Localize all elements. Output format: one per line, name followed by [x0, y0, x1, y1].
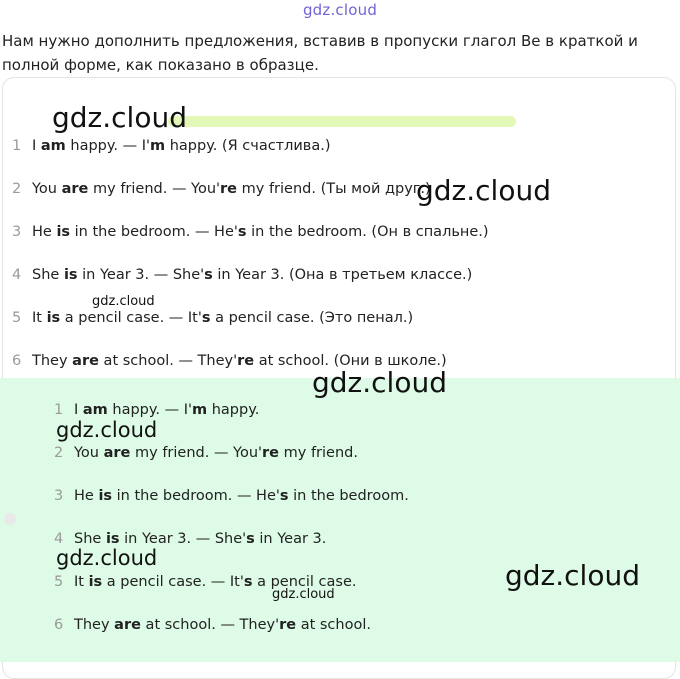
task-instructions: Нам нужно дополнить предложения, вставив в пропуски глагол Be в краткой и полной форме, как показано в образце. [2, 32, 638, 74]
text-part: a pencil case. — It' [102, 574, 244, 590]
text-part: You [32, 181, 62, 197]
verb-full: am [40, 138, 66, 154]
line-number: 3 [54, 488, 64, 504]
line-number: 2 [12, 181, 22, 197]
verb-short: s [237, 224, 247, 240]
watermark-overlay: gdz.cloud [56, 418, 158, 442]
example-line-1 [12, 138, 331, 154]
line-number: 2 [54, 445, 64, 461]
line-number: 1 [54, 402, 64, 418]
watermark-overlay: gdz.cloud [272, 587, 335, 602]
verb-full: is [88, 574, 103, 590]
text-part: in Year 3. — She' [77, 267, 205, 283]
verb-full: are [103, 445, 131, 461]
text-part: It [32, 310, 47, 326]
watermark-overlay: gdz.cloud [56, 546, 158, 570]
text-part: They [32, 353, 73, 369]
line-number: 5 [54, 574, 64, 590]
line-number: 4 [12, 267, 22, 283]
text-part: She [74, 531, 106, 547]
verb-short: s [246, 531, 255, 547]
line-number: 6 [12, 353, 22, 369]
watermark-overlay: gdz.cloud [92, 294, 155, 309]
text-part: my friend. — You' [88, 181, 221, 197]
text-part: my friend. (Ты мой друг.) [237, 181, 431, 197]
text-part: They [74, 617, 115, 633]
text-part: a pencil case. [252, 574, 357, 590]
answer-line-3 [54, 488, 409, 504]
verb-short: s [201, 310, 211, 326]
text-part: my friend. — You' [130, 445, 263, 461]
line-number: 5 [12, 310, 22, 326]
verb-short: s [204, 267, 213, 283]
play-icon[interactable] [4, 513, 16, 525]
text-part: in the bedroom. [288, 488, 409, 504]
example-line-3 [12, 224, 489, 240]
text-part: in Year 3. [254, 531, 327, 547]
verb-full: are [72, 353, 99, 369]
watermark-overlay: gdz.cloud [312, 366, 447, 399]
verb-short: re [279, 617, 297, 633]
verb-short: m [150, 138, 166, 154]
text-part: He [32, 224, 57, 240]
verb-full: is [46, 310, 61, 326]
text-part: a pencil case. — It' [60, 310, 202, 326]
verb-full: is [98, 488, 113, 504]
answer-line-2 [54, 445, 358, 461]
line-number: 3 [12, 224, 22, 240]
top-watermark: gdz.cloud [302, 1, 378, 19]
watermark-overlay: gdz.cloud [505, 559, 640, 592]
text-part: happy. (Я счастлива.) [165, 138, 331, 154]
answer-line-1 [54, 402, 259, 418]
text-part: It [74, 574, 89, 590]
line-number: 1 [12, 138, 22, 154]
example-line-5 [12, 310, 413, 326]
verb-short: m [192, 402, 208, 418]
text-part: I [74, 402, 83, 418]
text-part: in Year 3. — She' [119, 531, 247, 547]
verb-full: am [82, 402, 108, 418]
text-part: in Year 3. (Она в третьем классе.) [212, 267, 473, 283]
highlight-bar [168, 116, 516, 127]
verb-full: are [114, 617, 141, 633]
text-part: at school. — They' [140, 617, 280, 633]
watermark-overlay: gdz.cloud [416, 174, 551, 207]
answer-line-4 [54, 531, 326, 547]
text-part: in the bedroom. — He' [112, 488, 280, 504]
watermark-overlay: gdz.cloud [52, 101, 187, 134]
verb-full: is [105, 531, 120, 547]
verb-full: is [56, 224, 71, 240]
verb-short: s [279, 488, 289, 504]
verb-short: s [243, 574, 253, 590]
text-part: at school. [296, 617, 371, 633]
text-part: in the bedroom. — He' [70, 224, 238, 240]
text-part: in the bedroom. (Он в спальне.) [246, 224, 489, 240]
text-part: happy. — I' [65, 138, 150, 154]
text-part: my friend. [279, 445, 358, 461]
text-part: happy. — I' [107, 402, 192, 418]
text-part: happy. [207, 402, 260, 418]
text-part: She [32, 267, 64, 283]
line-number: 6 [54, 617, 64, 633]
answer-line-6 [54, 617, 371, 633]
example-line-4 [12, 267, 472, 283]
example-line-2 [12, 181, 431, 197]
verb-short: re [237, 353, 255, 369]
text-part: a pencil case. (Это пенал.) [210, 310, 414, 326]
verb-short: re [220, 181, 238, 197]
verb-short: re [262, 445, 280, 461]
verb-full: are [61, 181, 89, 197]
text-part: He [74, 488, 99, 504]
line-number: 4 [54, 531, 64, 547]
verb-full: is [63, 267, 78, 283]
text-part: at school. — They' [98, 353, 238, 369]
text-part: at school. (Они в школе.) [254, 353, 447, 369]
text-part: I [32, 138, 41, 154]
text-part: You [74, 445, 104, 461]
